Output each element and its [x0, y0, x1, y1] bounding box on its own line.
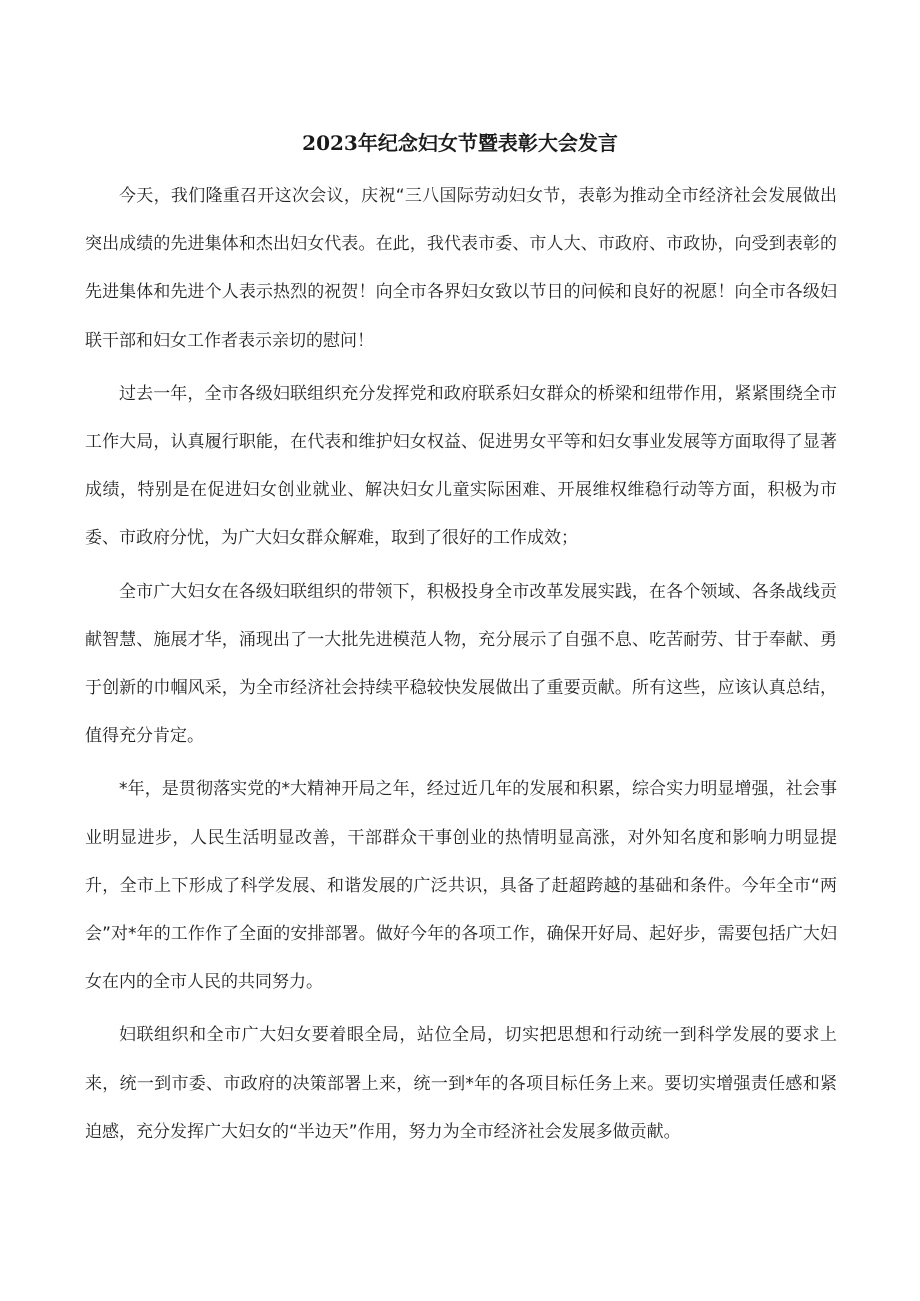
document-body	[85, 172, 837, 1161]
paragraph-3: 全市广大妇女在各级妇联组织的带领下，积极投身全市改革发展实践，在各个领域、各条战线贡献智慧、施展才华，涌现出了一大批先进模范人物，充分展示了自强不息、吃苦耐劳、甘于奉献、勇于创新的巾帼风采，为全市经济社会持续平稳较快发展做出了重要贡献。所有这些，应该认真总结，值得充分肯定。	[85, 581, 837, 747]
document-title: 2023年纪念妇女节暨表彰大会发言	[302, 131, 618, 155]
paragraph-2: 过去一年，全市各级妇联组织充分发挥党和政府联系妇女群众的桥梁和纽带作用，紧紧围绕全市工作大局，认真履行职能，在代表和维护妇女权益、促进男女平等和妇女事业发展等方面取得了显著成绩，特别是在促进妇女创业就业、解决妇女儿童实际困难、开展维权维稳行动等方面，积极为市委、市政府分忧，为广大妇女群众解难，取到了很好的工作成效；	[85, 383, 837, 549]
paragraph-5: 妇联组织和全市广大妇女要着眼全局，站位全局，切实把思想和行动统一到科学发展的要求上来，统一到市委、市政府的决策部署上来，统一到*年的各项目标任务上来。要切实增强责任感和紧迫感，充分发挥广大妇女的“半边天”作用，努力为全市经济社会发展多做贡献。	[85, 1025, 837, 1142]
paragraph-1: 今天，我们隆重召开这次会议，庆祝“三八国际劳动妇女节，表彰为推动全市经济社会发展做出突出成绩的先进集体和杰出妇女代表。在此，我代表市委、市人大、市政府、市政协，向受到表彰的先进集体和先进个人表示热烈的祝贺！向全市各界妇女致以节日的问候和良好的祝愿！向全市各级妇联干部和妇女工作者表示亲切的慰问！	[85, 186, 837, 351]
paragraph-4: *年，是贯彻落实党的*大精神开局之年，经过近几年的发展和积累，综合实力明显增强，社会事业明显进步，人民生活明显改善，干部群众干事创业的热情明显高涨，对外知名度和影响力明显提升，全市上下形成了科学发展、和谐发展的广泛共识，具备了赶超跨越的基础和条件。今年全市“两会”对*年的工作作了全面的安排部署。做好今年的各项工作，确保开好局、起好步，需要包括广大妇女在内的全市人民的共同努力。	[85, 779, 837, 993]
